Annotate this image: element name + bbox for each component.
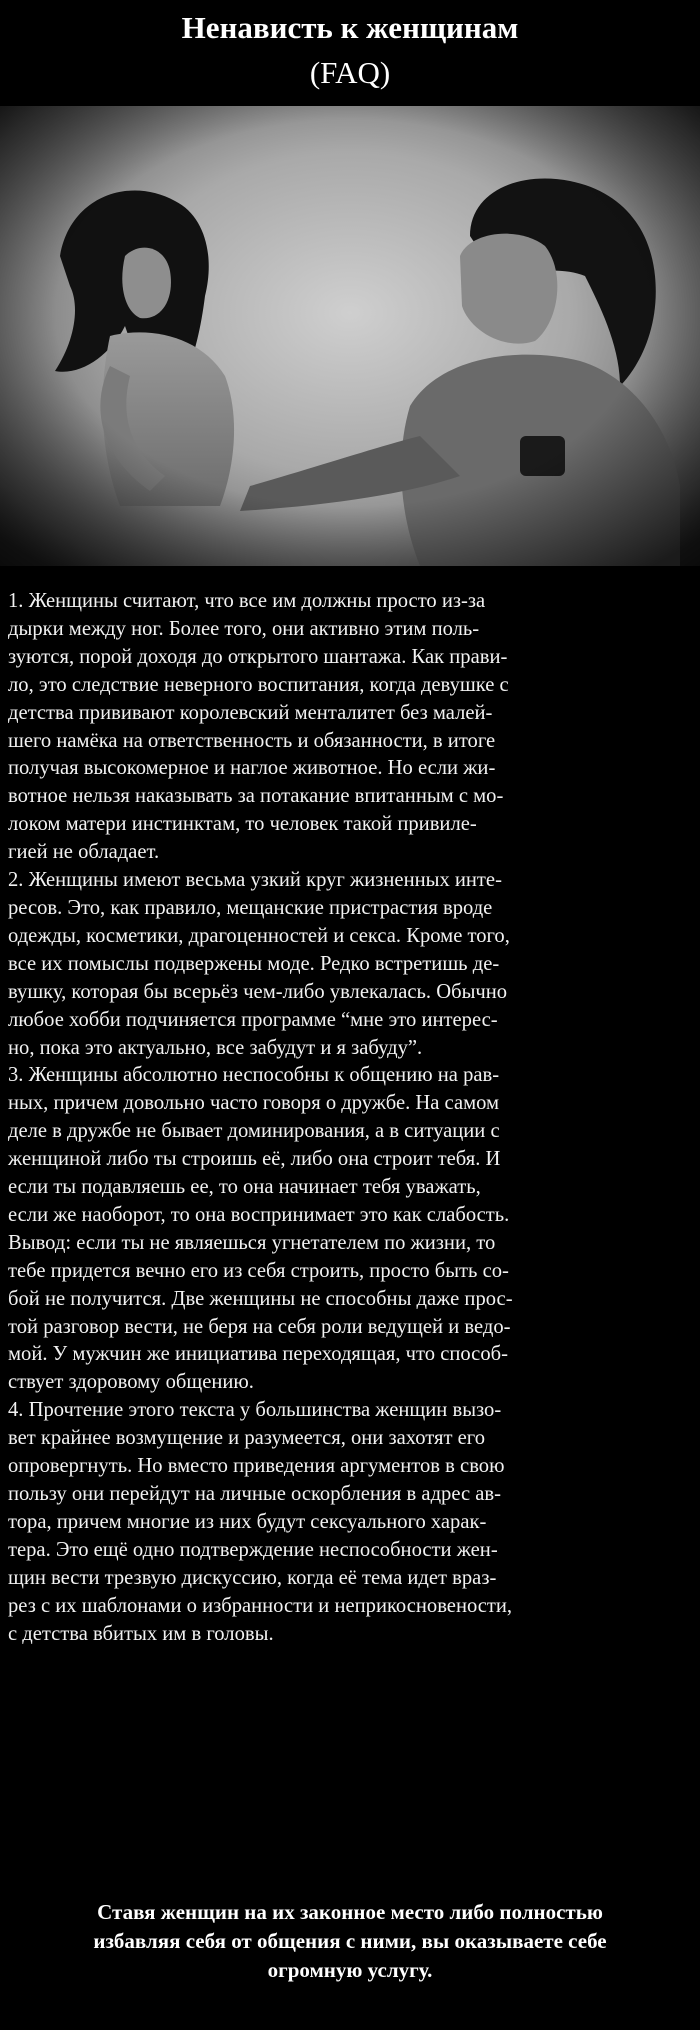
body-line: все их помыслы подвержены моде. Редко встретишь де- (8, 952, 500, 975)
body-line: шего намёка на ответственность и обязанности, в итоге (8, 729, 496, 752)
body-line: рез с их шаблонами о избранности и неприкосновености, (8, 1594, 513, 1617)
conclusion-line: избавляя себя от общения с ними, вы оказываете себе (93, 1929, 607, 1953)
header (0, 0, 700, 100)
body-line: детства прививают королевский менталитет без малей- (8, 701, 493, 724)
page-subtitle: (FAQ) (309, 55, 391, 90)
body-line: вотное нельзя наказывать за потакание впитанным с мо- (8, 785, 504, 808)
hero-photo (0, 106, 700, 566)
body-line: тебе придется вечно его из себя строить, просто быть со- (8, 1259, 509, 1282)
body-line: вушку, которая бы всерьёз чем-либо увлекалась. Обычно (8, 980, 508, 1003)
body-line: 4. Прочтение этого текста у большинства женщин вызо- (8, 1399, 502, 1422)
body-line: если ты подавляешь ее, то она начинает тебя уважать, (8, 1176, 481, 1199)
body-line: тера. Это ещё одно подтверждение неспособности жен- (8, 1538, 498, 1561)
body-line: Вывод: если ты не являешься угнетателем по жизни, то (8, 1231, 496, 1254)
conclusion-line: Ставя женщин на их законное место либо полностью (97, 1900, 603, 1924)
body-line: любое хобби подчиняется программе “мне это интерес- (8, 1008, 498, 1031)
body-line: щин вести трезвую дискуссию, когда её тема идет враз- (8, 1566, 497, 1589)
body-line: опровергнуть. Но вместо приведения аргументов в свою (8, 1455, 505, 1478)
body-line: ло, это следствие неверного воспитания, когда девушке с (8, 673, 509, 696)
body-line: 1. Женщины считают, что все им должны просто из-за (8, 590, 486, 612)
body-line: ствует здоровому общению. (8, 1371, 254, 1394)
body-line: локом матери инстинктам, то человек такой привиле- (8, 813, 477, 836)
body-line: 3. Женщины абсолютно неспособны к общению на рав- (8, 1064, 500, 1087)
body-line: получая высокомерное и наглое животное. Но если жи- (8, 757, 496, 780)
body-line: мой. У мужчин же инициатива переходящая, что способ- (8, 1343, 508, 1366)
body-line: зуются, порой доходя до открытого шантажа. Как прави- (8, 645, 508, 668)
body-line: тора, причем многие из них будут сексуального харак- (8, 1510, 487, 1533)
body-line: гией не обладает. (8, 841, 160, 864)
body-line: деле в дружбе не бывает доминирования, а в ситуации с (8, 1120, 500, 1143)
body-line: вет крайнее возмущение и разумеется, они захотят его (8, 1427, 486, 1450)
body-line: но, пока это актуально, все забудут и я забуду”. (8, 1036, 423, 1059)
body-line: одежды, косметики, драгоценностей и секса. Кроме того, (8, 924, 510, 947)
body-line: ных, причем довольно часто говоря о дружбе. На самом (8, 1092, 500, 1115)
body-line: если же наоборот, то она воспринимает это как слабость. (8, 1203, 510, 1226)
article-conclusion (0, 1898, 700, 1985)
article-body (8, 588, 694, 1648)
body-line: пользу они перейдут на личные оскорбления в адрес ав- (8, 1483, 502, 1505)
body-line: женщиной либо ты строишь её, либо она строит тебя. И (8, 1148, 501, 1171)
body-line: дырки между ног. Более того, они активно этим поль- (8, 617, 480, 640)
body-line: бой не получится. Две женщины не способны даже прос- (8, 1287, 513, 1310)
body-line: с детства вбитых им в головы. (8, 1622, 274, 1645)
body-line: той разговор вести, не беря на себя роли ведущей и ведо- (8, 1315, 511, 1338)
body-line: 2. Женщины имеют весьма узкий круг жизненных инте- (8, 869, 502, 892)
photo-illustration (0, 106, 700, 566)
conclusion-line: огромную услугу. (267, 1958, 433, 1982)
body-line: ресов. Это, как правило, мещанские пристрастия вроде (8, 896, 493, 919)
page-title: Ненависть к женщинам (181, 10, 519, 45)
